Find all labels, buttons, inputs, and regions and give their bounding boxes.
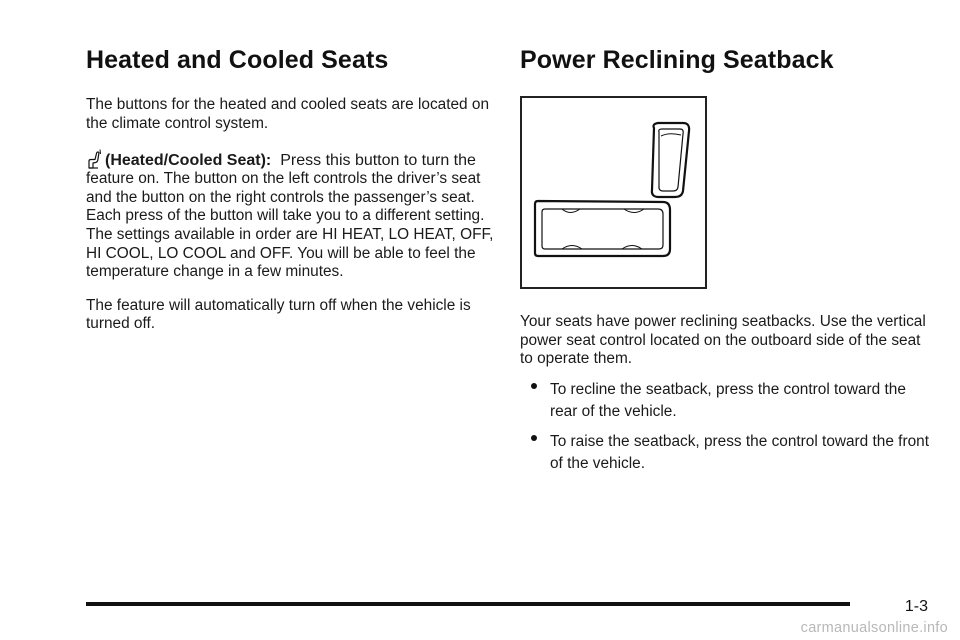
page-number: 1-3	[904, 598, 928, 615]
paragraph-lead-line	[86, 148, 496, 170]
seat-control-illustration	[522, 98, 705, 287]
reclining-steps-list	[520, 379, 932, 475]
list-item	[520, 431, 932, 475]
heated-cooled-seat-icon	[86, 148, 103, 170]
bullet-icon	[531, 383, 537, 389]
watermark: carmanualsonline.info	[800, 620, 948, 636]
paragraph-first-line: Press this button to turn the	[280, 151, 476, 169]
auto-off-paragraph: The feature will automatically turn off when the vehicle is turned off.	[86, 296, 471, 333]
reclining-intro-paragraph: Your seats have power reclining seatbacks. Use the vertical power seat control located on the outboard side of the seat to operate them.	[520, 313, 926, 368]
paragraph-remainder: feature on. The button on the left controls the driver’s seat and the button on the right controls the passenger’s seat. Each press of the button will take you to a different setting. The settings available in order are HI HEAT, LO HEAT, OFF, HI COOL, LO COOL and OFF. You will be able to feel the temperature change in a few minutes.	[86, 170, 494, 281]
climate-buttons-paragraph: The buttons for the heated and cooled seats are located on the climate control system.	[86, 96, 490, 132]
footer-rule	[86, 602, 850, 606]
list-item-text: To recline the seatback, press the control toward the rear of the vehicle.	[550, 380, 906, 420]
power-reclining-heading: Power Reclining Seatback	[520, 46, 834, 74]
list-item-text: To raise the seatback, press the control toward the front of the vehicle.	[550, 432, 929, 472]
list-item	[520, 379, 932, 423]
left-column	[86, 44, 496, 349]
bullet-icon	[531, 435, 537, 441]
heated-cooled-seat-label: (Heated/Cooled Seat):	[105, 151, 272, 169]
heated-cooled-seats-heading: Heated and Cooled Seats	[86, 46, 389, 74]
right-column	[520, 44, 932, 483]
heated-cooled-seat-paragraph	[86, 148, 496, 282]
seat-control-figure	[520, 96, 707, 289]
